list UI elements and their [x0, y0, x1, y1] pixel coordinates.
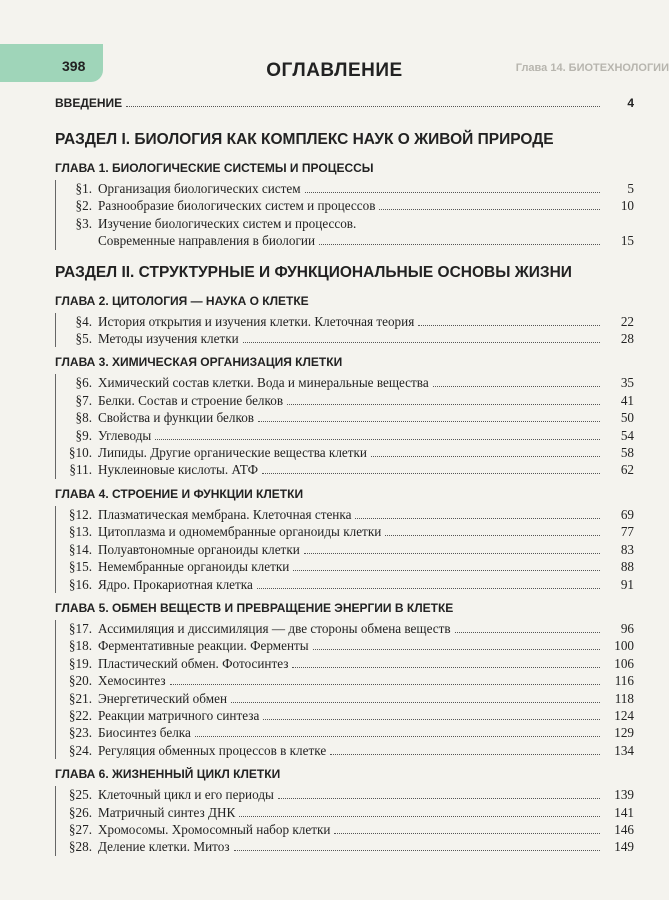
chapter-entries: [55, 313, 634, 348]
entry-title: Методы изучения клетки: [98, 331, 239, 347]
entry-page: 116: [614, 673, 634, 689]
paragraph-number: §3.: [75, 215, 92, 231]
entry-page: 146: [614, 821, 634, 837]
entry-page: 149: [614, 839, 634, 855]
entry-page: 129: [614, 725, 634, 741]
leader-dots: [287, 404, 600, 405]
entry-title: Ядро. Прокариотная клетка: [98, 576, 253, 592]
paragraph-number: §10.: [68, 445, 92, 461]
toc-entry[interactable]: [56, 541, 634, 558]
toc-entry[interactable]: [56, 330, 634, 347]
leader-dots: [385, 535, 600, 536]
entry-title: Немембранные органоиды клетки: [98, 559, 290, 575]
entry-page: 96: [620, 620, 634, 636]
entry-page: 100: [614, 638, 634, 654]
toc-entry[interactable]: [56, 506, 634, 523]
paragraph-number: §1.: [75, 181, 92, 196]
leader-dots: [455, 632, 600, 633]
leader-dots: [263, 719, 600, 720]
entry-page: 124: [614, 707, 634, 723]
leader-dots: [234, 850, 600, 851]
toc-entry[interactable]: [56, 672, 634, 689]
page-title: ОГЛАВЛЕНИЕ: [266, 60, 403, 81]
paragraph-number: §25.: [68, 787, 92, 803]
paragraph-number: §17.: [68, 620, 92, 636]
entry-page: 77: [620, 524, 634, 540]
leader-dots: [243, 342, 600, 343]
leader-dots: [313, 649, 600, 650]
leader-dots: [257, 588, 600, 589]
leader-dots: [418, 325, 600, 326]
entry-page: 28: [620, 331, 634, 347]
entry-title: Полуавтономные органоиды клетки: [98, 541, 300, 557]
paragraph-number: §5.: [75, 331, 92, 347]
entry-title: Регуляция обменных процессов в клетке: [98, 742, 327, 758]
bleed-through-text: Глава 14. БИОТЕХНОЛОГИИ: [515, 62, 669, 74]
toc-entry[interactable]: [56, 655, 634, 672]
toc-intro[interactable]: [55, 96, 634, 111]
entry-page: 54: [620, 427, 634, 443]
paragraph-number: §19.: [68, 655, 92, 671]
toc-entry[interactable]: [56, 215, 634, 250]
toc-entry[interactable]: [56, 313, 634, 330]
entry-title: Ассимиляция и диссимиляция — две стороны обмена веществ: [98, 620, 451, 636]
entry-page: 118: [614, 690, 634, 706]
entry-page: 106: [614, 655, 634, 671]
leader-dots: [239, 816, 600, 817]
entry-title: Химический состав клетки. Вода и минеральные вещества: [98, 375, 429, 391]
section-title: РАЗДЕЛ II. СТРУКТУРНЫЕ И ФУНКЦИОНАЛЬНЫЕ ОСНОВЫ ЖИЗНИ: [55, 263, 572, 281]
paragraph-number: §27.: [68, 821, 92, 837]
entry-title: Энергетический обмен: [98, 690, 228, 706]
entry-title: История открытия и изучения клетки. Клеточная теория: [98, 313, 415, 329]
leader-dots: [304, 553, 600, 554]
entry-title: Биосинтез белка: [98, 725, 191, 741]
chapter-entries: [55, 374, 634, 478]
chapter-title: ГЛАВА 3. ХИМИЧЕСКАЯ ОРГАНИЗАЦИЯ КЛЕТКИ: [55, 355, 343, 370]
paragraph-number: §18.: [68, 638, 92, 654]
toc-entry[interactable]: [56, 786, 634, 803]
entry-page: 141: [614, 804, 634, 820]
entry-title: Деление клетки. Митоз: [98, 839, 230, 855]
leader-dots: [371, 456, 600, 457]
entry-title: Свойства и функции белков: [98, 410, 255, 426]
paragraph-number: §16.: [68, 576, 92, 592]
sections: [55, 131, 634, 856]
chapter-entries: [55, 180, 634, 250]
toc-entry[interactable]: [56, 558, 634, 575]
leader-dots: [293, 570, 600, 571]
chapter-title: ГЛАВА 4. СТРОЕНИЕ И ФУНКЦИИ КЛЕТКИ: [55, 486, 304, 501]
intro-page: 4: [627, 96, 634, 110]
paragraph-number: §8.: [75, 410, 92, 426]
entry-page: 62: [620, 462, 634, 478]
paragraph-number: §22.: [68, 707, 92, 723]
leader-dots: [319, 244, 600, 245]
entry-title: Липиды. Другие органические вещества клетки: [98, 445, 367, 461]
paragraph-number: §20.: [68, 673, 92, 689]
paragraph-number: §13.: [68, 524, 92, 540]
toc-entry[interactable]: [56, 197, 634, 214]
entry-title: Нуклеиновые кислоты. АТФ: [98, 462, 258, 478]
chapter-title: ГЛАВА 6. ЖИЗНЕННЫЙ ЦИКЛ КЛЕТКИ: [55, 767, 281, 782]
chapter-title: ГЛАВА 2. ЦИТОЛОГИЯ — НАУКА О КЛЕТКЕ: [55, 293, 309, 308]
toc-entry[interactable]: [56, 409, 634, 426]
toc-entry[interactable]: [56, 374, 634, 391]
chapter-title: ГЛАВА 5. ОБМЕН ВЕЩЕСТВ И ПРЕВРАЩЕНИЕ ЭНЕРГИИ В КЛЕТКЕ: [55, 600, 454, 615]
entry-title: Плазматическая мембрана. Клеточная стенка: [98, 506, 352, 522]
entry-page: 83: [620, 541, 634, 557]
chapter-entries: [55, 620, 634, 759]
toc-entry[interactable]: [56, 707, 634, 724]
paragraph-number: §2.: [75, 198, 92, 214]
paragraph-number: §6.: [75, 375, 92, 391]
entry-page: 41: [620, 392, 634, 408]
toc-entry[interactable]: [56, 821, 634, 838]
entry-title: Белки. Состав и строение белков: [98, 392, 284, 408]
toc-entry[interactable]: [56, 523, 634, 540]
entry-page: 5: [627, 181, 634, 196]
entry-page: 22: [620, 313, 634, 329]
leader-dots: [155, 439, 600, 440]
leader-dots: [305, 192, 600, 193]
chapter-entries: [55, 506, 634, 593]
paragraph-number: §9.: [75, 427, 92, 443]
intro-label: ВВЕДЕНИЕ: [55, 96, 123, 110]
paragraph-number: §7.: [75, 392, 92, 408]
toc-entry[interactable]: [56, 444, 634, 461]
chapter-title: ГЛАВА 1. БИОЛОГИЧЕСКИЕ СИСТЕМЫ И ПРОЦЕССЫ: [55, 161, 374, 175]
toc-entry[interactable]: [56, 804, 634, 821]
paragraph-number: §24.: [68, 742, 92, 758]
leader-dots: [334, 833, 600, 834]
toc-entry[interactable]: [56, 742, 634, 759]
paragraph-number: §21.: [68, 690, 92, 706]
chapter-entries: [55, 786, 634, 856]
toc-entry[interactable]: [56, 427, 634, 444]
toc-entry[interactable]: [56, 620, 634, 637]
toc-entry[interactable]: [56, 461, 634, 478]
paragraph-number: §28.: [68, 839, 92, 855]
entry-page: 69: [620, 506, 634, 522]
leader-dots: [231, 702, 600, 703]
entry-title: Хемосинтез: [98, 673, 166, 689]
toc: [55, 96, 634, 856]
leader-dots: [292, 667, 600, 668]
entry-page: 10: [620, 198, 634, 214]
leader-dots: [195, 736, 600, 737]
leader-dots: [355, 518, 600, 519]
entry-page: 35: [620, 375, 634, 391]
page-number: 398: [62, 58, 86, 74]
entry-title: Матричный синтез ДНК: [98, 804, 236, 820]
entry-title: Современные направления в биологии: [98, 233, 316, 249]
entry-title: Пластический обмен. Фотосинтез: [98, 655, 289, 671]
entry-title: Организация биологических систем: [98, 181, 301, 196]
entry-title: Реакции матричного синтеза: [98, 707, 260, 723]
entry-page: 134: [614, 742, 634, 758]
toc-entry[interactable]: [56, 576, 634, 593]
entry-title: Клеточный цикл и его периоды: [98, 787, 274, 803]
leader-dots: [278, 798, 600, 799]
entry-page: 50: [620, 410, 634, 426]
section-title: РАЗДЕЛ I. БИОЛОГИЯ КАК КОМПЛЕКС НАУК О ЖИВОЙ ПРИРОДЕ: [55, 131, 554, 148]
leader-dots: [433, 386, 600, 387]
entry-title: Изучение биологических систем и процессов.: [98, 215, 357, 231]
entry-page: 15: [620, 233, 634, 249]
entry-title: Цитоплазма и одномембранные органоиды клетки: [98, 524, 382, 540]
entry-title: Хромосомы. Хромосомный набор клетки: [98, 821, 331, 837]
paragraph-number: §11.: [69, 462, 92, 478]
entry-page: 91: [620, 576, 634, 592]
leader-dots: [258, 421, 600, 422]
paragraph-number: §15.: [68, 559, 92, 575]
leader-dots: [330, 754, 600, 755]
toc-entry[interactable]: [56, 724, 634, 741]
entry-page: 88: [620, 559, 634, 575]
paragraph-number: §26.: [68, 804, 92, 820]
leader-dots: [379, 209, 600, 210]
toc-entry[interactable]: [56, 392, 634, 409]
paragraph-number: §4.: [75, 313, 92, 329]
toc-entry[interactable]: [56, 637, 634, 654]
toc-entry[interactable]: [56, 690, 634, 707]
leader-dots: [262, 473, 600, 474]
entry-page: 58: [620, 445, 634, 461]
leader-dots: [170, 684, 600, 685]
entry-title: Разнообразие биологических систем и процессов: [98, 198, 376, 214]
entry-title: Ферментативные реакции. Ферменты: [98, 638, 309, 654]
paragraph-number: §12.: [68, 506, 92, 522]
toc-entry[interactable]: [56, 838, 634, 855]
leader-dots: [126, 106, 600, 107]
paragraph-number: §14.: [68, 541, 92, 557]
entry-title: Углеводы: [98, 427, 152, 443]
paragraph-number: §23.: [68, 725, 92, 741]
toc-entry[interactable]: [56, 180, 634, 197]
entry-page: 139: [614, 787, 634, 803]
